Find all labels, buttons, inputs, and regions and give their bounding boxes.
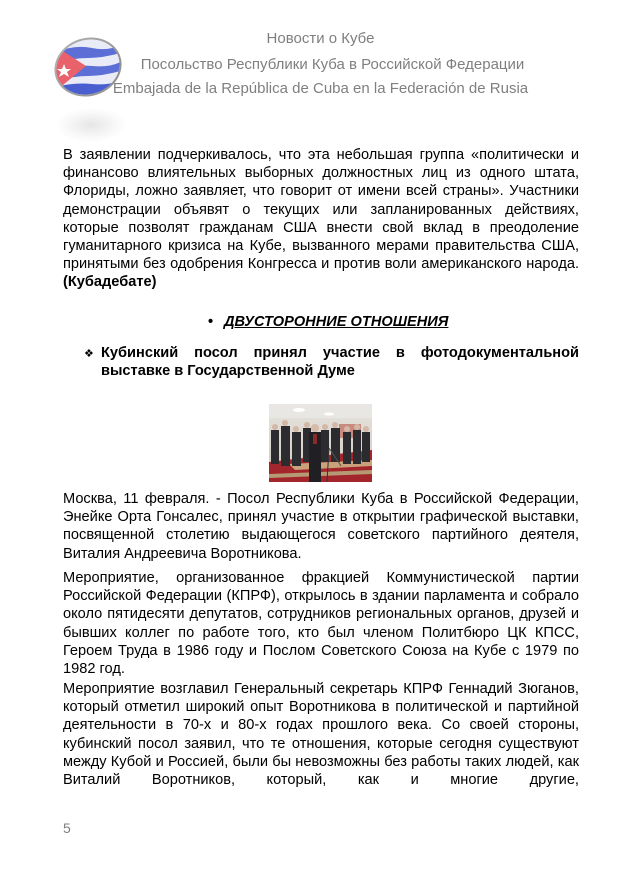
- paragraph-4: [63, 680, 579, 789]
- header-embassy-ru: Посольство Республики Куба в Российской Федерации: [140, 56, 525, 73]
- diamond-bullet-icon: ❖: [84, 348, 94, 360]
- section-heading: [208, 314, 448, 330]
- news-title: [84, 344, 579, 380]
- bullet-icon: •: [208, 314, 214, 330]
- paragraph-3: [63, 569, 579, 678]
- paragraph-2-text: Москва, 11 февраля. - Посол Республики Куба в Российской Федерации, Энейке Орта Гонсалес, принял участие в открытии графической выставки, посвященной столетию выдающегося советского партийного деятеля, Виталия Андреевича Воротникова.: [63, 491, 579, 562]
- paragraph-1-text: В заявлении подчеркивалось, что эта небольшая группа «политически и финансово влиятельных выборных должностных лиц из одного штата, Флориды, ложно заявляет, что говорит от имени всей страны». Участники демонстрации объявят о текущих или запланированных действиях, которые позволят гражданам США внести свой вклад в преодоление гуманитарного кризиса на Кубе, вызванного мерами правительства США, принятыми без одобрения Конгресса и против воли американского народа.: [63, 147, 579, 273]
- event-photo-image: [269, 404, 372, 482]
- paragraph-3-text: Мероприятие, организованное фракцией Коммунистической партии Российской Федерации (КПРФ), открылось в здании парламента и собрало около пятидесяти депутатов, сотрудников региональных органов, друзей и бывших коллег по работе того, кто был членом Политбюро ЦК КПСС, Героем Труда в 1986 году и Послом Советского Союза на Кубе с 1979 по 1982 год.: [63, 570, 579, 678]
- page-number: 5: [63, 820, 71, 836]
- header-newsletter-title: Новости о Кубе: [266, 30, 375, 47]
- paragraph-4-text: Мероприятие возглавил Генеральный секретарь КПРФ Геннадий Зюганов, который отметил широкий опыт Воротникова в политической и партийной деятельности в 70-х и 80-х годах прошлого века. Со своей стороны, кубинский посол заявил, что те отношения, которые сегодня существуют между Кубой и Россией, были бы невозможны без работы таких людей, как Виталий Воротников, который, как и многие другие,: [63, 681, 579, 789]
- header-embassy-es: Embajada de la República de Cuba en la Federación de Rusia: [112, 80, 529, 97]
- event-photo: [269, 404, 372, 482]
- section-heading-text: ДВУСТОРОННИЕ ОТНОШЕНИЯ: [224, 314, 449, 330]
- news-title-text: Кубинский посол принял участие в фотодокументальной выставке в Государственной Думе: [101, 345, 579, 380]
- paragraph-2: [63, 490, 579, 563]
- logo-reflection: [56, 108, 126, 142]
- paragraph-1: [63, 146, 579, 292]
- source-label: (Кубадебате): [63, 274, 157, 291]
